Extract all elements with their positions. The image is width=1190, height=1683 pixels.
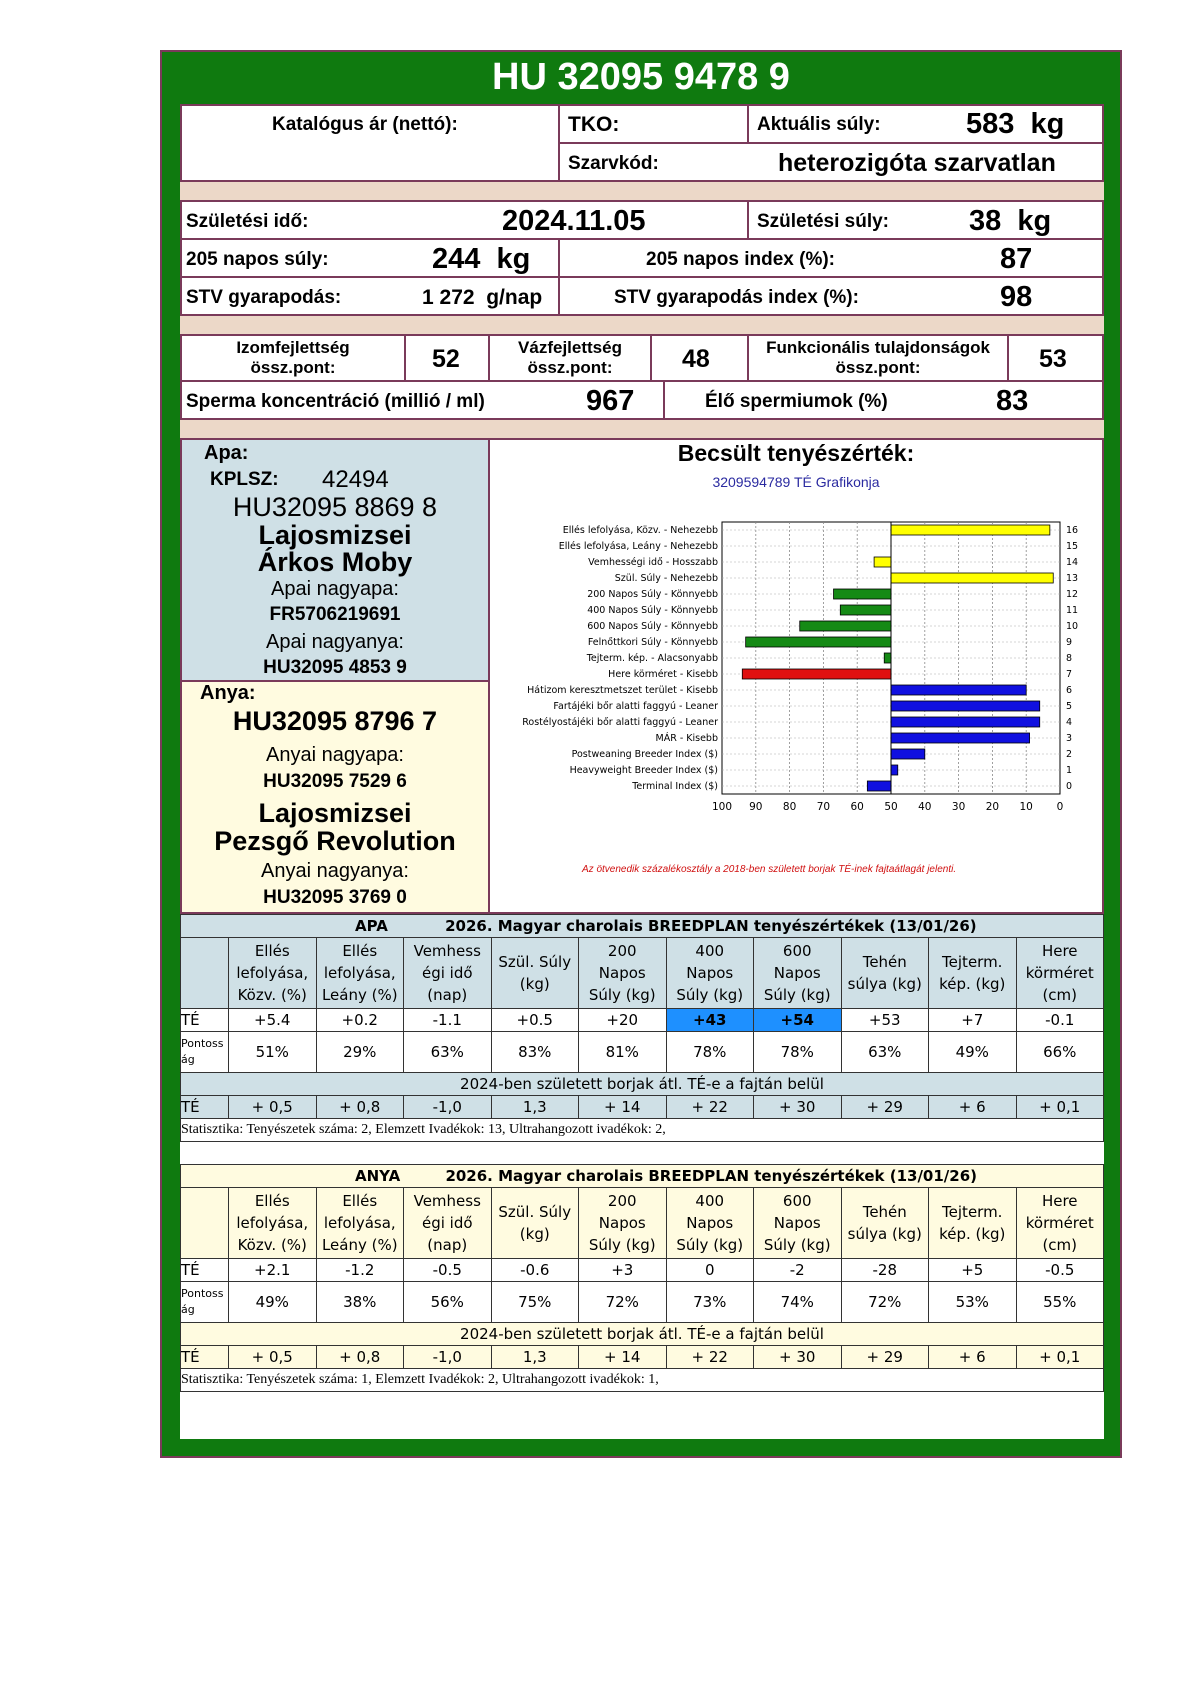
x-tick-label: 70 (816, 801, 831, 813)
accuracy-value-1: 38% (316, 1282, 404, 1323)
maternal-grandsire-label: Anyai nagyapa: (266, 744, 404, 766)
accuracy-value-6: 78% (754, 1032, 842, 1073)
te-value-5: +43 (666, 1009, 754, 1032)
birth-date-value: 2024.11.05 (502, 205, 646, 237)
te-value-9: -0.1 (1016, 1009, 1104, 1032)
x-tick-label: 40 (918, 801, 932, 813)
bar-label-9: Felnőttkori Súly - Könnyebb (587, 637, 718, 648)
col-header-9: Here körméret (cm) (1016, 938, 1104, 1009)
col-header-9: Here körméret (cm) (1016, 1188, 1104, 1259)
bar-label-3: MÁR - Kisebb (655, 733, 718, 744)
bar-number-3: 3 (1066, 733, 1073, 744)
te-value-1: +0.2 (316, 1009, 404, 1032)
te-label: TÉ (181, 1096, 229, 1119)
animal-id-title: HU 32095 9478 9 (492, 56, 790, 98)
catalog-price-label: Katalógus ár (nettó): (272, 114, 458, 135)
functional-score-label: Funkcionális tulajdonságok (766, 338, 990, 357)
frame-score-label-2: össz.pont: (527, 358, 613, 377)
bar-label-7: Here körméret - Kisebb (608, 669, 718, 680)
dam-label: Anya: (200, 682, 256, 704)
te-value-2: -0.5 (404, 1259, 492, 1282)
data-card (160, 50, 1122, 1458)
avg-value-7: + 29 (841, 1346, 929, 1369)
bar-number-12: 12 (1066, 589, 1079, 600)
col-header-4: 200 Napos Súly (kg) (579, 1188, 667, 1259)
catalog-price-box (180, 104, 560, 182)
te-value-6: -2 (754, 1259, 842, 1282)
dam-statistics: Statisztika: Tenyészetek száma: 1, Elemzett Ivadékok: 2, Ultrahangozott ivadékok: 1, (181, 1369, 1104, 1392)
dam-avg-title-row (181, 1323, 1104, 1346)
accuracy-value-4: 72% (579, 1282, 667, 1323)
bar-number-5: 5 (1066, 701, 1073, 712)
accuracy-value-5: 73% (666, 1282, 754, 1323)
ebv-bar-chart (490, 514, 1102, 864)
avg-value-2: -1,0 (404, 1346, 492, 1369)
sperm-conc-label: Sperma koncentráció (millió / ml) (186, 391, 485, 412)
accuracy-value-6: 74% (754, 1282, 842, 1323)
te-value-8: +7 (929, 1009, 1017, 1032)
bar-13 (891, 573, 1053, 583)
accuracy-value-2: 63% (404, 1032, 492, 1073)
stv-box (180, 276, 560, 316)
x-tick-label: 90 (749, 801, 763, 813)
te-value-2: -1.1 (404, 1009, 492, 1032)
bar-2 (891, 749, 925, 759)
avg-value-5: + 22 (666, 1346, 754, 1369)
sperm-conc-value: 967 (586, 385, 635, 417)
dam-te-row (181, 1259, 1104, 1282)
functional-score-label-2: össz.pont: (835, 358, 921, 377)
col-header-2: Vemhess égi idő (nap) (404, 938, 492, 1009)
muscle-score-label-box (180, 334, 406, 382)
te-value-5: 0 (666, 1259, 754, 1282)
horn-code-value: heterozigóta szarvatlan (778, 149, 1056, 177)
sperm-conc-box (180, 380, 665, 420)
x-tick-label: 100 (711, 801, 733, 813)
sire-avg-row (181, 1096, 1104, 1119)
avg-value-1: + 0,8 (316, 1346, 404, 1369)
birth-weight-box (747, 200, 1104, 240)
muscle-score-value-box (404, 334, 490, 382)
bar-10 (800, 621, 891, 631)
accuracy-value-7: 63% (841, 1032, 929, 1073)
bar-0 (867, 781, 891, 791)
frame-score-label: Vázfejlettség (518, 338, 622, 357)
avg-value-8: + 6 (929, 1346, 1017, 1369)
bar-4 (891, 717, 1040, 727)
stv-index-label: STV gyarapodás index (%): (614, 287, 859, 308)
bar-11 (840, 605, 891, 615)
dam-stat-row (181, 1369, 1104, 1392)
bar-number-6: 6 (1066, 685, 1073, 696)
stv-value: 1 272 g/nap (422, 286, 543, 309)
bar-number-4: 4 (1066, 717, 1073, 728)
bar-label-8: Tejterm. kép. - Alacsonyabb (586, 653, 718, 664)
sire-header-row (181, 938, 1104, 1009)
x-tick-label: 60 (850, 801, 864, 813)
accuracy-label: Pontosság (181, 1282, 229, 1323)
col-header-0: Ellés lefolyása, Közv. (%) (229, 1188, 317, 1259)
col-header-1: Ellés lefolyása, Leány (%) (316, 938, 404, 1009)
avg-value-9: + 0,1 (1016, 1346, 1104, 1369)
avg-value-4: + 14 (579, 1096, 667, 1119)
stv-index-box (558, 276, 1104, 316)
paternal-granddam-label: Apai nagyanya: (266, 631, 404, 653)
functional-score-value: 53 (1039, 345, 1067, 373)
accuracy-value-9: 55% (1016, 1282, 1104, 1323)
kplsz-label: KPLSZ: (210, 469, 279, 490)
sire-panel (180, 438, 490, 682)
accuracy-value-2: 56% (404, 1282, 492, 1323)
muscle-score-label: Izomfejlettség (236, 338, 350, 357)
te-value-4: +20 (579, 1009, 667, 1032)
maternal-granddam: HU32095 3769 0 (263, 887, 407, 908)
sire-accuracy-row (181, 1032, 1104, 1073)
bar-number-1: 1 (1066, 765, 1073, 776)
te-value-1: -1.2 (316, 1259, 404, 1282)
bar-label-2: Postweaning Breeder Index ($) (571, 749, 718, 760)
current-weight-value: 583 kg (966, 108, 1065, 140)
birth-date-label: Születési idő: (186, 211, 309, 232)
col-header-8: Tejterm. kép. (kg) (929, 938, 1017, 1009)
avg-value-6: + 30 (754, 1096, 842, 1119)
accuracy-value-5: 78% (666, 1032, 754, 1073)
avg-value-9: + 0,1 (1016, 1096, 1104, 1119)
bar-number-11: 11 (1066, 605, 1079, 616)
accuracy-value-3: 83% (491, 1032, 579, 1073)
accuracy-value-1: 29% (316, 1032, 404, 1073)
muscle-score-label-2: össz.pont: (250, 358, 336, 377)
col-header-4: 200 Napos Súly (kg) (579, 938, 667, 1009)
bar-number-2: 2 (1066, 749, 1073, 760)
bar-label-6: Hátizom keresztmetszet terület - Kisebb (527, 685, 718, 696)
dam-table-title: 2026. Magyar charolais BREEDPLAN tenyészértékek (13/01/26) (445, 1167, 978, 1185)
frame-score-value: 48 (682, 345, 710, 373)
bar-number-10: 10 (1066, 621, 1079, 632)
live-sperm-label: Élő spermiumok (%) (705, 391, 888, 412)
maternal-grandsire-name-line2: Pezsgő Revolution (214, 826, 456, 856)
avg-title: 2024-ben született borjak átl. TÉ-e a fajtán belül (181, 1073, 1104, 1096)
bar-label-16: Ellés lefolyása, Közv. - Nehezebb (562, 525, 718, 536)
maternal-grandsire: HU32095 7529 6 (263, 771, 407, 792)
chart-footnote: Az ötvenedik százalékosztály a 2018-ben született borjak TÉ-inek fajtaátlagát jelenti. (582, 864, 957, 875)
sire-avg-title-row (181, 1073, 1104, 1096)
card-body (180, 104, 1104, 1439)
muscle-score-value: 52 (432, 345, 460, 373)
separator-strip (180, 420, 1104, 440)
bar-5 (891, 701, 1040, 711)
table-title-row (181, 1165, 1104, 1188)
bar-label-12: 200 Napos Súly - Könnyebb (587, 589, 718, 600)
te-value-4: +3 (579, 1259, 667, 1282)
x-tick-label: 20 (985, 801, 1000, 813)
stv-label: STV gyarapodás: (186, 287, 342, 308)
dam-accuracy-row (181, 1282, 1104, 1323)
frame-score-value-box (650, 334, 749, 382)
x-tick-label: 0 (1056, 801, 1064, 813)
avg-value-1: + 0,8 (316, 1096, 404, 1119)
col-header-1: Ellés lefolyása, Leány (%) (316, 1188, 404, 1259)
separator-strip (180, 316, 1104, 336)
sire-label: Apa: (204, 442, 249, 464)
avg-value-3: 1,3 (491, 1346, 579, 1369)
accuracy-value-3: 75% (491, 1282, 579, 1323)
te-value-6: +54 (754, 1009, 842, 1032)
bar-6 (891, 685, 1026, 695)
horn-code-label: Szarvkód: (568, 153, 659, 174)
bar-16 (891, 525, 1050, 535)
index205-value: 87 (1000, 243, 1033, 275)
bar-number-14: 14 (1066, 557, 1079, 568)
col-header-5: 400 Napos Súly (kg) (666, 1188, 754, 1259)
te-value-0: +5.4 (229, 1009, 317, 1032)
x-tick-label: 80 (782, 801, 797, 813)
te-value-3: +0.5 (491, 1009, 579, 1032)
separator-strip (180, 182, 1104, 202)
index205-label: 205 napos index (%): (646, 249, 835, 270)
bar-7 (742, 669, 891, 679)
index205-box (558, 238, 1104, 278)
avg-title: 2024-ben született borjak átl. TÉ-e a fajtán belül (181, 1323, 1104, 1346)
bar-number-7: 7 (1066, 669, 1073, 680)
sire-table-title: 2026. Magyar charolais BREEDPLAN tenyészértékek (13/01/26) (445, 917, 977, 935)
te-value-7: +53 (841, 1009, 929, 1032)
sire-name-line2: Árkos Moby (257, 547, 413, 577)
bar-14 (874, 557, 891, 567)
stv-index-value: 98 (1000, 281, 1033, 313)
col-header-3: Szül. Súly (kg) (491, 1188, 579, 1259)
te-value-9: -0.5 (1016, 1259, 1104, 1282)
te-value-3: -0.6 (491, 1259, 579, 1282)
chart-title: Becsült tenyészérték: (677, 440, 915, 466)
x-tick-label: 30 (951, 801, 966, 813)
dam-id: HU32095 8796 7 (232, 706, 438, 736)
tko-label: TKO: (568, 113, 620, 136)
bar-label-11: 400 Napos Súly - Könnyebb (587, 605, 718, 616)
tko-box (558, 104, 749, 144)
dam-breedplan-table (180, 1164, 1104, 1392)
sire-id: HU32095 8869 8 (232, 492, 438, 522)
avg-value-0: + 0,5 (229, 1346, 317, 1369)
x-tick-label: 10 (1019, 801, 1033, 813)
col-header-6: 600 Napos Súly (kg) (754, 938, 842, 1009)
te-label: TÉ (181, 1259, 229, 1282)
maternal-grandsire-name-line1: Lajosmizsei (258, 798, 412, 828)
bar-label-13: Szül. Súly - Nehezebb (614, 573, 718, 584)
bar-label-15: Ellés lefolyása, Leány - Nehezebb (558, 541, 718, 552)
bar-label-5: Fartájéki bőr alatti faggyú - Leaner (553, 701, 718, 712)
bar-label-10: 600 Napos Súly - Könnyebb (587, 621, 718, 632)
accuracy-value-8: 53% (929, 1282, 1017, 1323)
avg-value-2: -1,0 (404, 1096, 492, 1119)
col-header-3: Szül. Súly (kg) (491, 938, 579, 1009)
maternal-granddam-label: Anyai nagyanya: (261, 860, 409, 882)
te-value-7: -28 (841, 1259, 929, 1282)
bar-label-4: Rostélyostájéki bőr alatti faggyú - Leaner (522, 717, 718, 728)
bar-number-13: 13 (1066, 573, 1079, 584)
table-title-row (181, 915, 1104, 938)
te-value-0: +2.1 (229, 1259, 317, 1282)
bar-label-1: Heavyweight Breeder Index ($) (569, 765, 718, 776)
te-label: TÉ (181, 1346, 229, 1369)
sire-statistics: Statisztika: Tenyészetek száma: 2, Elemzett Ivadékok: 13, Ultrahangozott ivadékok: 2, (181, 1119, 1104, 1142)
bar-number-9: 9 (1066, 637, 1073, 648)
live-sperm-box (663, 380, 1104, 420)
kplsz-value: 42494 (322, 466, 389, 493)
sire-stat-row (181, 1119, 1104, 1142)
paternal-grandsire-label: Apai nagyapa: (271, 578, 399, 600)
birth-weight-value: 38 kg (969, 205, 1052, 237)
functional-score-label-box (747, 334, 1009, 382)
bar-3 (891, 733, 1030, 743)
avg-value-7: + 29 (841, 1096, 929, 1119)
te-label: TÉ (181, 1009, 229, 1032)
ebv-chart-panel (488, 438, 1104, 914)
sire-name-line1: Lajosmizsei (258, 520, 412, 550)
bar-9 (746, 637, 891, 647)
accuracy-value-0: 51% (229, 1032, 317, 1073)
sire-te-row (181, 1009, 1104, 1032)
bar-number-15: 15 (1066, 541, 1079, 552)
horn-code-box (558, 142, 1104, 182)
bar-label-14: Vemhességi idő - Hosszabb (588, 557, 718, 568)
avg-value-5: + 22 (666, 1096, 754, 1119)
weight205-box (180, 238, 560, 278)
paternal-granddam: HU32095 4853 9 (263, 657, 407, 678)
avg-value-6: + 30 (754, 1346, 842, 1369)
paternal-grandsire: FR5706219691 (269, 604, 401, 625)
birth-date-box (180, 200, 749, 240)
accuracy-value-9: 66% (1016, 1032, 1104, 1073)
sire-table-tag: APA (355, 917, 388, 935)
weight205-label: 205 napos súly: (186, 249, 329, 270)
sire-breedplan-table (180, 914, 1104, 1142)
chart-subtitle: 3209594789 TÉ Grafikonja (712, 474, 880, 490)
x-tick-label: 50 (884, 801, 898, 813)
accuracy-value-0: 49% (229, 1282, 317, 1323)
bar-12 (834, 589, 891, 599)
live-sperm-value: 83 (996, 385, 1029, 417)
col-header-8: Tejterm. kép. (kg) (929, 1188, 1017, 1259)
bar-1 (891, 765, 898, 775)
bar-number-16: 16 (1066, 525, 1079, 536)
bar-8 (884, 653, 891, 663)
weight205-value: 244 kg (432, 243, 531, 275)
functional-score-value-box (1007, 334, 1104, 382)
col-header-0: Ellés lefolyása, Közv. (%) (229, 938, 317, 1009)
col-header-2: Vemhess égi idő (nap) (404, 1188, 492, 1259)
birth-weight-label: Születési súly: (757, 211, 889, 232)
accuracy-value-8: 49% (929, 1032, 1017, 1073)
avg-value-4: + 14 (579, 1346, 667, 1369)
col-header-7: Tehén súlya (kg) (841, 1188, 929, 1259)
bar-label-0: Terminal Index ($) (632, 781, 718, 792)
dam-panel (180, 680, 490, 914)
dam-avg-row (181, 1346, 1104, 1369)
current-weight-box (747, 104, 1104, 144)
bar-number-8: 8 (1066, 653, 1073, 664)
accuracy-value-7: 72% (841, 1282, 929, 1323)
dam-table-tag: ANYA (355, 1167, 401, 1185)
accuracy-value-4: 81% (579, 1032, 667, 1073)
col-header-6: 600 Napos Súly (kg) (754, 1188, 842, 1259)
te-value-8: +5 (929, 1259, 1017, 1282)
accuracy-label: Pontosság (181, 1032, 229, 1073)
avg-value-8: + 6 (929, 1096, 1017, 1119)
avg-value-3: 1,3 (491, 1096, 579, 1119)
frame-score-label-box (488, 334, 652, 382)
col-header-7: Tehén súlya (kg) (841, 938, 929, 1009)
avg-value-0: + 0,5 (229, 1096, 317, 1119)
bar-number-0: 0 (1066, 781, 1073, 792)
col-header-5: 400 Napos Súly (kg) (666, 938, 754, 1009)
current-weight-label: Aktuális súly: (757, 114, 881, 135)
dam-header-row (181, 1188, 1104, 1259)
